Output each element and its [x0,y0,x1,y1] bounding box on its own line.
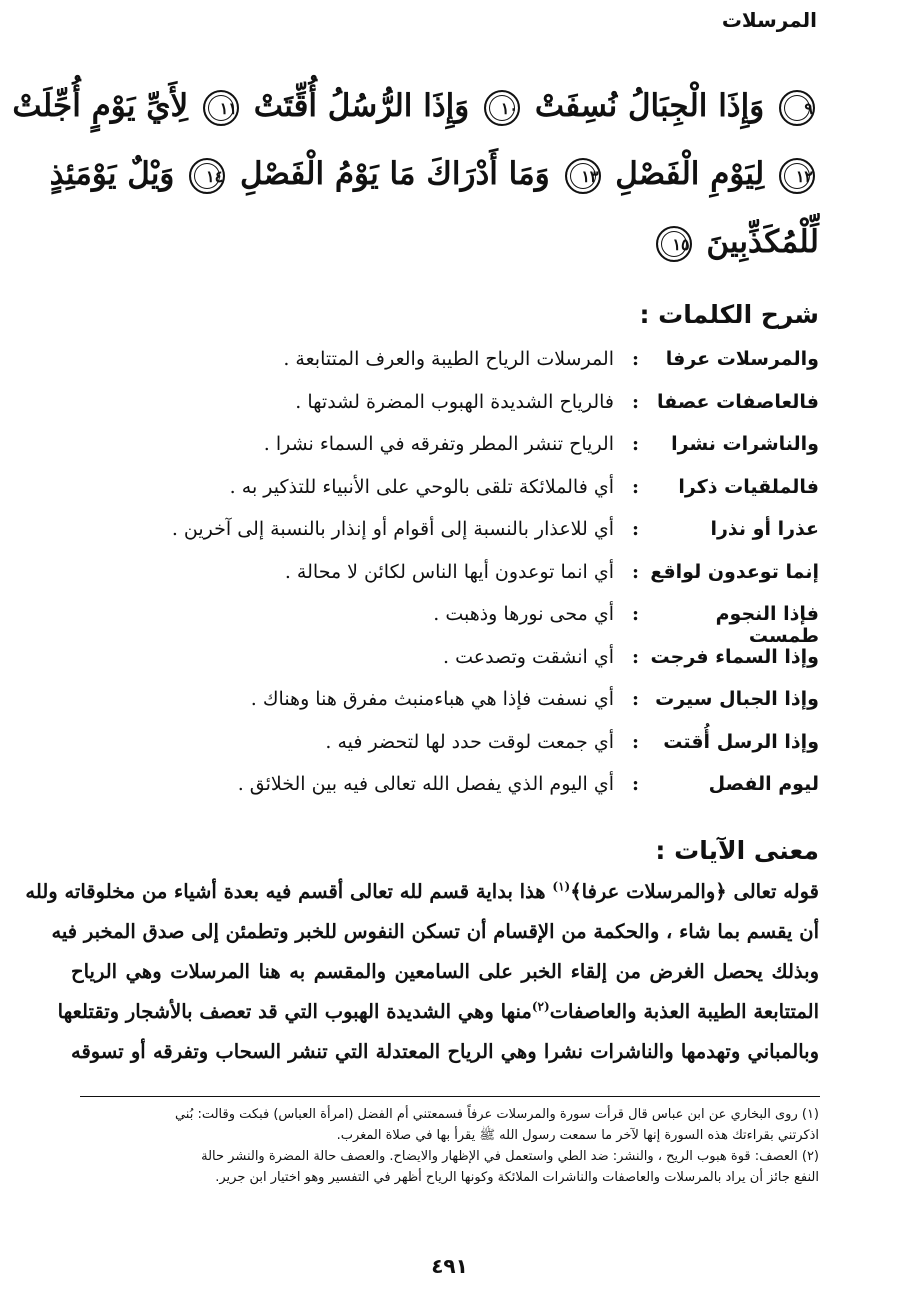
footnote-reference: (٢) [531,999,550,1014]
glossary-term: والمرسلات عرفا [665,348,819,370]
footnote-line: اذكرتني بقراءتك هذه السورة إنها لآخر ما سمعت رسول الله ﷺ يقرأ بها في صلاة المغرب. [336,1128,819,1143]
glossary-colon: : [631,773,639,795]
glossary-colon: : [631,603,639,625]
glossary-row [79,595,819,647]
glossary-definition: أي اليوم الذي يفصل الله تعالى فيه بين الخلائق . [237,773,614,795]
paragraph-line [25,872,819,912]
text-run: قوله تعالى ﴿والمرسلات عرفا﴾ [570,880,819,903]
verse-line [49,140,819,208]
glossary-term: وإذا الجبال سيرت [655,688,819,710]
footnotes-block [79,1104,819,1188]
glossary-colon: : [631,730,639,753]
verse-text: وَمَا أَدْرَاكَ مَا يَوْمُ الْفَصْلِ [239,156,550,192]
footnote-divider [80,1096,820,1097]
glossary-row [79,553,819,596]
ayah-number-marker: ١١ [203,90,239,126]
glossary-list [79,340,819,808]
glossary-colon: : [631,518,639,540]
glossary-definition: الرياح تنشر المطر وتفرقه في السماء نشرا . [263,433,614,455]
glossary-term: ليوم الفصل [708,773,819,795]
glossary-colon: : [631,560,639,583]
glossary-term: والناشرات نشرا [671,433,819,455]
verse-text: لِأَيِّ يَوْمٍ أُجِّلَتْ [12,88,189,124]
glossary-row [79,468,819,511]
glossary-colon: : [631,348,639,370]
ayah-number-marker: ١٠ [484,90,520,126]
glossary-definition: أي محى نورها وذهبت . [433,603,614,625]
glossary-colon: : [631,645,639,668]
glossary-colon: : [631,688,639,710]
glossary-row [79,383,819,426]
footnote-reference: (١) [552,879,571,894]
paragraph-line: وبالمباني وتهدمها والناشرات نشرا وهي الرياح المعتدلة التي تنشر السحاب وتفرقه أو تسوقه [71,1040,819,1063]
paragraph-line: وبذلك يحصل الغرض من إلقاء الخبر على السامعين والمقسم به هنا المرسلات وهي الرياح [71,960,819,983]
verse-line [219,208,819,276]
ayah-number-marker: ١٤ [189,158,225,194]
glossary-definition: أي فالملائكة تلقى بالوحي على الأنبياء للتذكير به . [229,475,614,498]
meaning-paragraph [25,872,819,1072]
footnote-line: النفع جائز أن يراد بالمرسلات والعاصفات والناشرات الملائكة وكونها الرياح أظهر في التفسير وهو اختيار ابن جرير. [215,1170,819,1185]
glossary-row [79,638,819,681]
glossary-definition: أي نسفت فإذا هي هباءمنبث مفرق هنا وهناك . [250,688,614,710]
glossary-definition: أي انشقت وتصدعت . [443,645,614,668]
glossary-colon: : [631,433,639,455]
glossary-colon: : [631,475,639,498]
text-run: المتتابعة الطيبة العذبة والعاصفات [549,1000,819,1023]
paragraph-line: أن يقسم بما شاء ، والحكمة من الإقسام أن تسكن النفوس للخبر وتطمئن إلى صدق المخبر فيه [51,920,819,943]
glossary-term: فالعاصفات عصفا [657,390,819,413]
glossary-term: عذرا أو نذرا [710,518,819,540]
ayah-number-marker: ١٢ [779,158,815,194]
verse-text: وَإِذَا الرُّسُلُ أُقِّتَتْ [253,88,470,124]
glossary-term: وإذا السماء فرجت [650,645,819,668]
ayah-number-marker: ١٥ [656,226,692,262]
page-number: ٤٩١ [431,1254,468,1278]
footnote-line: (١) روى البخاري عن ابن عباس قال قرأت سورة والمرسلات عرفاً فسمعتني أم الفضل (امرأة العباس) فبكت وقالت: بُني [174,1107,819,1122]
glossary-definition: أي جمعت لوقت حدد لها لتحضر فيه . [325,730,614,753]
paragraph-line [57,992,819,1032]
glossary-term: وإذا الرسل أُقتت [663,730,819,753]
glossary-term: فالملقيات ذكرا [678,475,819,498]
verse-text: وَإِذَا الْجِبَالُ نُسِفَتْ [534,88,765,124]
text-run: منها وهي الشديدة الهبوب التي قد تعصف بالأشجار وتقتلعها [57,1000,532,1023]
glossary-term: فإذا النجوم طمست [715,603,819,647]
meaning-heading: معنى الآيات : [655,836,819,865]
glossary-definition: أي انما توعدون أيها الناس لكائن لا محالة . [284,560,614,583]
verse-text: لِّلْمُكَذِّبِينَ [706,224,819,260]
quran-verses-block [12,72,819,276]
glossary-term: إنما توعدون لواقع [650,560,819,583]
ayah-number-marker: ٩ [779,90,815,126]
ayah-number-marker: ١٣ [565,158,601,194]
running-header: المرسلات [721,8,817,32]
glossary-row [79,765,819,808]
glossary-row [79,723,819,766]
glossary-row [79,425,819,468]
glossary-definition: المرسلات الرياح الطيبة والعرف المتتابعة . [283,348,614,370]
glossary-heading: شرح الكلمات : [639,300,819,329]
glossary-row [79,680,819,723]
footnote-line: (٢) العصف: قوة هبوب الريح ، والنشر: ضد الطي واستعمل في الإظهار والايضاح. والعصف حالة المضرة والنشر حالة [201,1149,819,1164]
glossary-row [79,340,819,383]
glossary-row [79,510,819,553]
glossary-colon: : [631,390,639,413]
glossary-definition: فالرياح الشديدة الهبوب المضرة لشدتها . [295,390,614,413]
glossary-definition: أي للاعذار بالنسبة إلى أقوام أو إنذار بالنسبة إلى آخرين . [171,518,614,540]
verse-text: وَيْلٌ يَوْمَئِذٍ [49,156,175,192]
verse-text: لِيَوْمِ الْفَصْلِ [615,156,765,192]
text-run: هذا بداية قسم لله تعالى أقسم فيه بعدة أشياء من مخلوقاته ولله [25,880,553,903]
verse-line [12,72,819,140]
